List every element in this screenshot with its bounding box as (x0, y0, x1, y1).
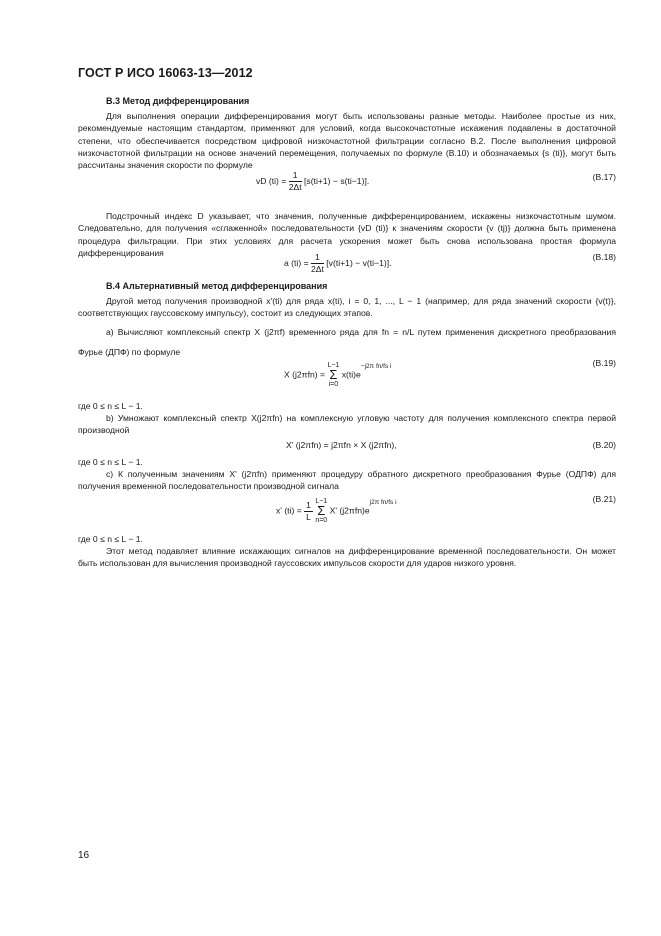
equation-b19: X (j2πfn) = L−1 Σ i=0 x(ti)e−j2π fn/fs i (284, 362, 392, 388)
page-number: 16 (78, 850, 90, 861)
document-header: ГОСТ Р ИСО 16063-13—2012 (78, 66, 253, 80)
paragraph-conclusion: Этот метод подавляет влияние искажающих сигналов на дифференцирование временной последовательности. Он может быть использован для вычисления производной гауссовских импульсов скорости для ударов низкого уровня. (78, 546, 616, 569)
condition-2: где 0 ≤ n ≤ L − 1. (78, 457, 143, 467)
equation-b17-number: (B.17) (592, 172, 616, 182)
equation-b20: X' (j2πfn) = j2πfn × X (j2πfn), (286, 440, 397, 450)
paragraph-b3-intro: Для выполнения операции дифференцирования могут быть использованы разные методы. Наиболее простые из них, рекомендуемые настоящим стандартом, применяют для условий, когда высокочастотные искажения подавлены в достаточной степени, что обеспечивается посредством цифровой низкочастотной фильтрации согласно В.2. После выполнения цифровой низкочастотной фильтрации на основе значений перемещения, получаемых по формуле (В.10) и обозначаемых {s (ti)}, могут быть рассчитаны значения скорости по формуле (78, 111, 616, 171)
condition-1: где 0 ≤ n ≤ L − 1. (78, 401, 143, 411)
condition-3: где 0 ≤ n ≤ L − 1. (78, 534, 143, 544)
step-a: a) Вычисляют комплексный спектр X (j2πf) временного ряда для fn = n/L путем применения дискретного преобразования Фурье (ДПФ) по формуле (78, 327, 616, 357)
paragraph-subscript-d: Подстрочный индекс D указывает, что значения, полученные дифференцированием, искажены низкочастотным шумом. Следовательно, для получения «сглаженной» последовательности {vD (ti)} к значениям скорости {v (tj)} должна быть применена процедура фильтрации. При этих условиях для расчета ускорения может быть снова использована простая формула дифференцирования (78, 211, 616, 258)
equation-b20-number: (B.20) (592, 440, 616, 450)
equation-b19-number: (B.19) (592, 358, 616, 368)
step-b: b) Умножают комплексный спектр X(j2πfn) на комплексную угловую частоту для получения комплексного спектра первой производной (78, 413, 616, 436)
equation-b21: x' (ti) = $\frac{1}{L}$ L−1 Σ n=0 X' (j2πfn)ej2π fn/fs i (276, 498, 397, 524)
section-b3-title: B.3 Метод дифференцирования (106, 96, 250, 106)
paragraph-b4-intro: Другой метод получения производной x'(ti) для ряда x(ti), i = 0, 1, ..., L − 1 (например, для ряда значений скорости {v(t)}, соответствующих гауссовскому импульсу), состоит из следующих этапов. (78, 296, 616, 319)
equation-b18-number: (B.18) (592, 252, 616, 262)
section-b4-title: B.4 Альтернативный метод дифференцирования (106, 281, 328, 291)
step-c: c) К полученным значениям X' (j2πfn) применяют процедуру обратного дискретного преобразования Фурье (ОДПФ) для получения временной последовательности производной сигнала (78, 469, 616, 492)
equation-b17: vD (ti) = $\frac{1}{2\Delta t}$ [s(ti+1) − s(ti−1)]. (256, 170, 370, 192)
equation-b21-number: (B.21) (592, 494, 616, 504)
equation-b18: a (ti) = $\frac{1}{2\Delta t}$ [v(ti+1) − v(ti−1)]. (284, 252, 392, 274)
